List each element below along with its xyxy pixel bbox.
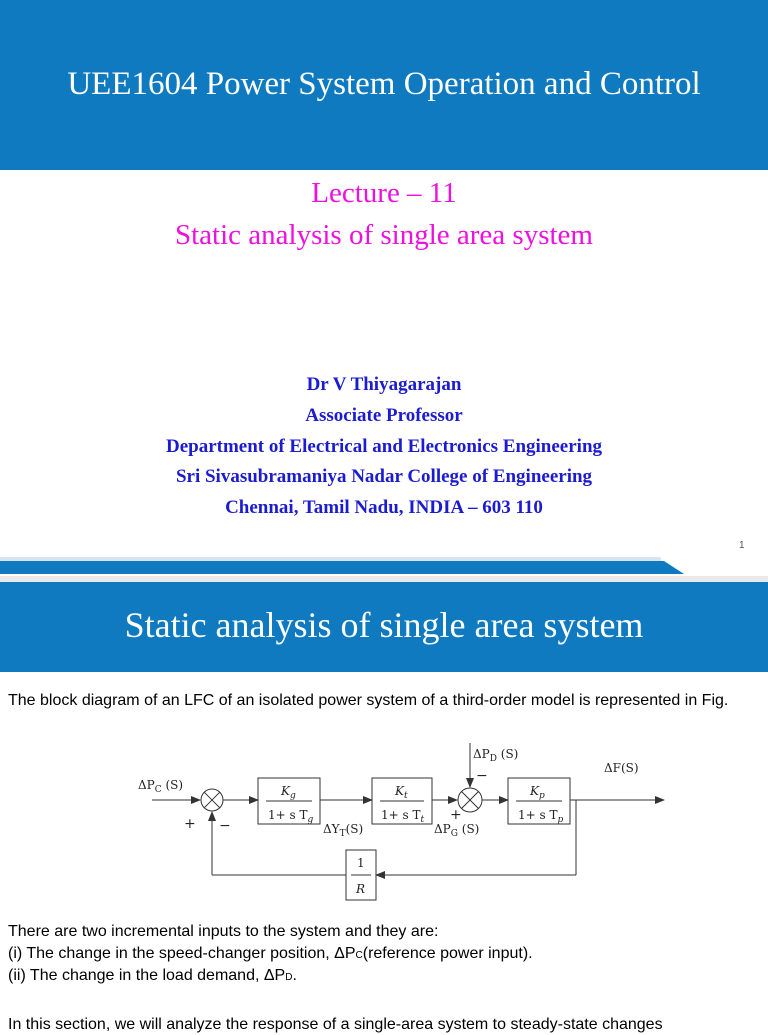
course-title: UEE1604 Power System Operation and Control — [67, 66, 701, 102]
turb-den: 1+ s $T_t$ — [381, 808, 425, 825]
lecture-title: Static analysis of single area system — [175, 219, 593, 251]
pow-den: 1+ s $T_p$ — [518, 808, 564, 825]
label-delta-pd: $\Delta P_D$ (S) — [473, 747, 519, 764]
fb-num: 1 — [357, 856, 365, 870]
summer2-minus: − — [476, 768, 488, 784]
summer1-plus: + — [184, 816, 196, 832]
author-college: Sri Sivasubramaniya Nadar College of Engineering — [175, 466, 593, 487]
summer1-minus: − — [219, 818, 231, 834]
label-delta-yt: $\Delta Y_T(S)$ — [323, 822, 364, 839]
body-line-4: In this section, we will analyze the response of a single-area system to steady-state changes — [8, 1016, 663, 1033]
label-delta-f: ΔF(S) — [604, 761, 639, 775]
lecture-number: Lecture – 11 — [311, 177, 457, 209]
pow-num: $K_p$ — [530, 784, 545, 801]
body-line-1: There are two incremental inputs to the system and they are: — [8, 923, 439, 940]
label-delta-pc: $\Delta P_C$ (S) — [138, 778, 184, 795]
page-number: 1 — [739, 540, 745, 551]
body-line-2: (i) The change in the speed-changer position, ΔPC(reference power input). — [8, 945, 533, 962]
gov-den: 1+ s $T_g$ — [268, 808, 314, 825]
slide2-title: Static analysis of single area system — [124, 605, 644, 645]
gov-num: $K_g$ — [281, 784, 296, 801]
fb-den: R — [356, 882, 366, 896]
author-name: Dr V Thiyagarajan — [306, 374, 462, 395]
turb-num: $K_t$ — [395, 784, 408, 801]
author-designation: Associate Professor — [305, 405, 463, 426]
footer-decorative-bar — [0, 556, 684, 574]
author-department: Department of Electrical and Electronics Engineering — [165, 436, 603, 457]
summer2-plus: + — [450, 807, 462, 823]
lfc-block-diagram — [130, 738, 678, 896]
intro-paragraph: The block diagram of an LFC of an isolated power system of a third-order model is represented in Fig. — [8, 692, 729, 709]
body-line-3: (ii) The change in the load demand, ΔPD. — [8, 967, 297, 984]
label-delta-pg: $\Delta P_G$ (S) — [434, 822, 480, 839]
author-address: Chennai, Tamil Nadu, INDIA – 603 110 — [225, 497, 543, 518]
